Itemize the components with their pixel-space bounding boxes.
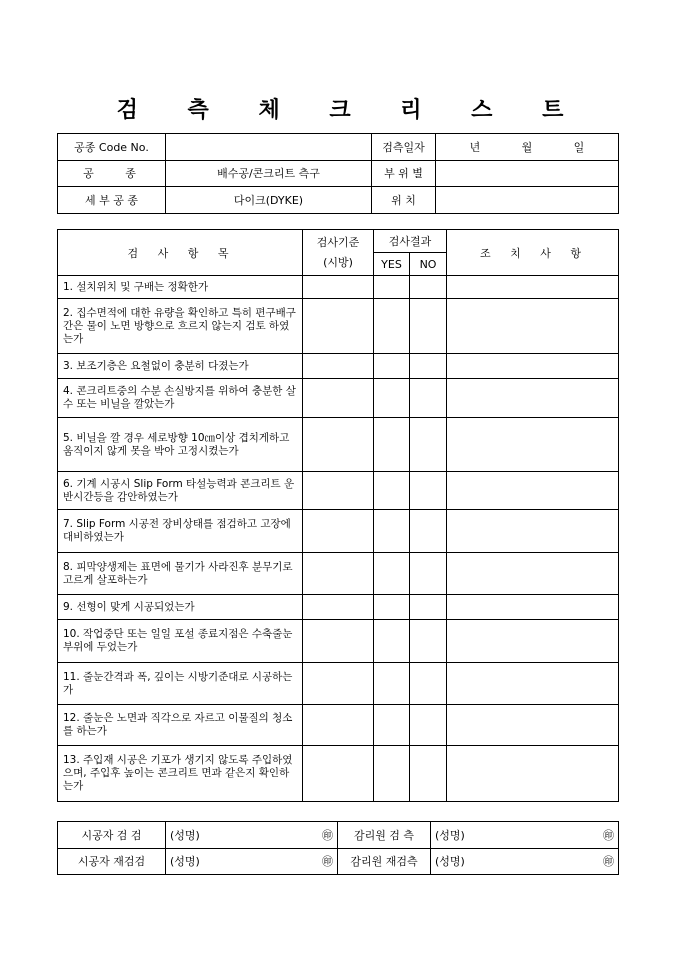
seal-mark: ㊞ [322,828,333,842]
no-cell[interactable] [410,595,447,620]
seal-mark: ㊞ [603,828,614,842]
header-standard-line2: (시방) [323,255,353,269]
no-cell[interactable] [410,553,447,595]
yes-cell[interactable] [374,299,410,354]
location-label: 위 치 [372,187,436,214]
header-item: 검 사 항 목 [58,230,303,276]
action-cell[interactable] [447,705,619,746]
name-placeholder: (성명) [170,828,200,842]
code-label: 공종 Code No. [58,134,166,161]
yes-cell[interactable] [374,472,410,510]
contractor-inspect-name[interactable] [166,822,338,849]
signature-row-1 [58,822,619,849]
table-row [58,354,619,379]
supervisor-reinspect-label: 감리원 재검측 [338,848,431,875]
table-row [58,705,619,746]
table-row [58,553,619,595]
date-month: 월 [521,140,533,154]
action-cell[interactable] [447,276,619,299]
action-cell[interactable] [447,746,619,802]
item-text: 3. 보조기층은 요철없이 충분히 다졌는가 [58,354,303,379]
contractor-reinspect-label: 시공자 재검검 [58,848,166,875]
item-text: 4. 콘크리트중의 수분 손실방지를 위하여 충분한 살수 또는 비닐을 깔았는가 [58,379,303,418]
item-text: 2. 집수면적에 대한 유량을 확인하고 특히 편구배구간은 물이 노면 방향으로 흐르지 않는지 검토 하였는가 [58,299,303,354]
standard-cell[interactable] [303,705,374,746]
yes-cell[interactable] [374,379,410,418]
table-row [58,510,619,553]
yes-cell[interactable] [374,510,410,553]
no-cell[interactable] [410,620,447,663]
item-text: 6. 기계 시공시 Slip Form 타설능력과 콘크리트 운반시간등을 감안하였는가 [58,472,303,510]
header-standard-line1: 검사기준 [316,235,360,249]
no-cell[interactable] [410,510,447,553]
standard-cell[interactable] [303,746,374,802]
no-cell[interactable] [410,746,447,802]
header-no: NO [410,253,447,276]
action-cell[interactable] [447,510,619,553]
no-cell[interactable] [410,472,447,510]
table-row [58,472,619,510]
no-cell[interactable] [410,705,447,746]
date-day: 일 [573,140,585,154]
action-cell[interactable] [447,620,619,663]
contractor-inspect-label: 시공자 검 검 [58,822,166,849]
checklist-table [57,229,619,802]
action-cell[interactable] [447,663,619,705]
yes-cell[interactable] [374,663,410,705]
no-cell[interactable] [410,379,447,418]
signature-table [57,821,619,875]
standard-cell[interactable] [303,510,374,553]
item-text: 5. 비닐을 깔 경우 세로방향 10㎝이상 겹치게하고 움직이지 않게 못을 박아 고정시켰는가 [58,418,303,472]
standard-cell[interactable] [303,379,374,418]
item-text: 11. 줄눈간격과 폭, 깊이는 시방기준대로 시공하는가 [58,663,303,705]
action-cell[interactable] [447,354,619,379]
no-cell[interactable] [410,663,447,705]
no-cell[interactable] [410,276,447,299]
date-year: 년 [469,140,481,154]
header-row [58,230,619,253]
standard-cell[interactable] [303,663,374,705]
no-cell[interactable] [410,418,447,472]
supervisor-inspect-name[interactable] [431,822,619,849]
inspection-date-field[interactable] [436,134,619,161]
yes-cell[interactable] [374,553,410,595]
part-label: 부 위 별 [372,160,436,187]
standard-cell[interactable] [303,276,374,299]
action-cell[interactable] [447,299,619,354]
standard-cell[interactable] [303,354,374,379]
action-cell[interactable] [447,553,619,595]
standard-cell[interactable] [303,595,374,620]
item-text: 8. 피막양생제는 표면에 물기가 사라진후 분무기로 고르게 살포하는가 [58,553,303,595]
standard-cell[interactable] [303,620,374,663]
item-text: 10. 작업중단 또는 일일 포설 종료지점은 수축줄눈 부위에 두었는가 [58,620,303,663]
table-row [58,663,619,705]
seal-mark: ㊞ [603,855,614,869]
table-row [58,595,619,620]
standard-cell[interactable] [303,472,374,510]
yes-cell[interactable] [374,746,410,802]
standard-cell[interactable] [303,418,374,472]
table-row [58,276,619,299]
contractor-reinspect-name[interactable] [166,848,338,875]
name-placeholder: (성명) [435,855,465,869]
standard-cell[interactable] [303,299,374,354]
page-title: 검 측 체 크 리 스 트 [116,97,585,123]
item-text: 9. 선형이 맞게 시공되었는가 [58,595,303,620]
location-value[interactable] [436,187,619,214]
yes-cell[interactable] [374,620,410,663]
yes-cell[interactable] [374,595,410,620]
action-cell[interactable] [447,379,619,418]
table-row [58,746,619,802]
detail-type-label: 세 부 공 종 [58,187,166,214]
seal-mark: ㊞ [322,855,333,869]
info-row-work-type [58,160,619,187]
standard-cell[interactable] [303,553,374,595]
name-placeholder: (성명) [435,828,465,842]
code-value[interactable] [166,134,372,161]
action-cell[interactable] [447,418,619,472]
item-text: 12. 줄눈은 노면과 직각으로 자르고 이물질의 청소를 하는가 [58,705,303,746]
yes-cell[interactable] [374,705,410,746]
item-text: 1. 설치위치 및 구배는 정확한가 [58,276,303,299]
no-cell[interactable] [410,354,447,379]
name-placeholder: (성명) [170,855,200,869]
header-standard [303,230,374,276]
table-row [58,379,619,418]
work-type-label: 공 종 [58,160,166,187]
header-action: 조 치 사 항 [447,230,619,276]
signature-row-2 [58,848,619,875]
no-cell[interactable] [410,299,447,354]
item-text: 7. Slip Form 시공전 장비상태를 점검하고 고장에 대비하였는가 [58,510,303,553]
inspection-date-label: 검측일자 [372,134,436,161]
part-value[interactable] [436,160,619,187]
yes-cell[interactable] [374,276,410,299]
action-cell[interactable] [447,472,619,510]
table-row [58,418,619,472]
header-result: 검사결과 [374,230,447,253]
yes-cell[interactable] [374,418,410,472]
table-row [58,299,619,354]
info-row-code [58,134,619,161]
table-row [58,620,619,663]
item-text: 13. 주입재 시공은 기포가 생기지 않도록 주입하였으며, 주입후 높이는 콘크리트 면과 같은지 확인하는가 [58,746,303,802]
header-yes: YES [374,253,410,276]
action-cell[interactable] [447,595,619,620]
info-table [57,133,619,214]
supervisor-reinspect-name[interactable] [431,848,619,875]
info-row-detail [58,187,619,214]
supervisor-inspect-label: 감리원 검 측 [338,822,431,849]
work-type-value[interactable]: 배수공/콘크리트 측구 [166,160,372,187]
detail-type-value[interactable]: 다이크(DYKE) [166,187,372,214]
yes-cell[interactable] [374,354,410,379]
